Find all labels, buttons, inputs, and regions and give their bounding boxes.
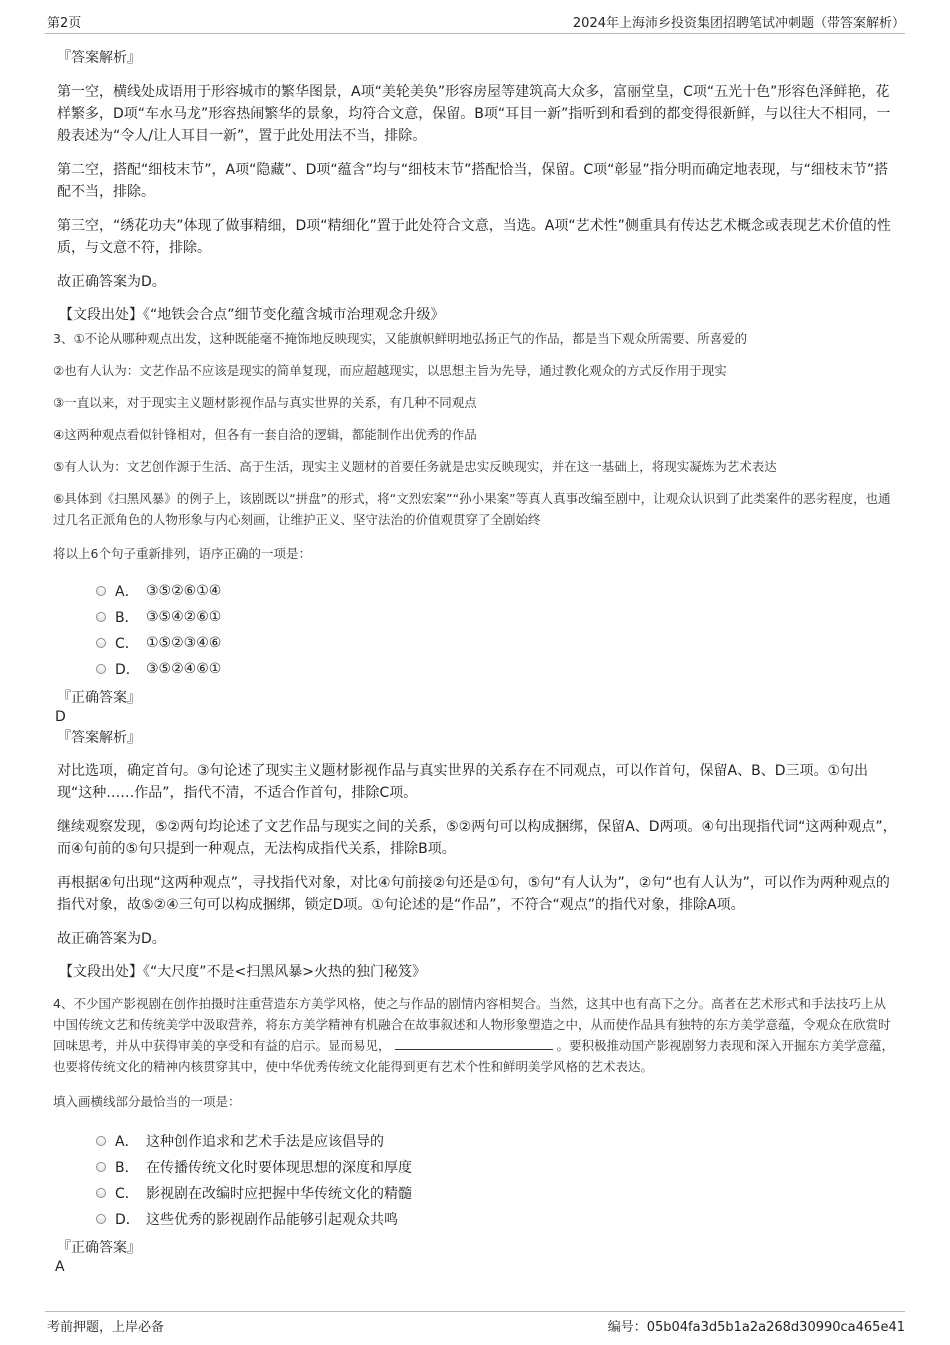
page-number: 第2页 [47,16,82,31]
fill-in-blank [395,1036,553,1050]
passage-source: 【文段出处】《“地铁会合点”细节变化蕴含城市治理观念升级》 [59,307,445,323]
analysis-paragraph: 第一空，横线处成语用于形容城市的繁华图景，A项“美轮美奂”形容房屋等建筑高大众多，富丽堂皇，C项“五光十色”形容色泽鲜艳，花样繁多，D项“车水马龙”形容热闹繁华的景象，均符合文意，保留。B项“耳目一新”指听到和看到的都变得很新鲜，与以往大不相同，一般表述为“令人/让人耳目一新”，置于此处用法不当，排除。 [57,84,891,144]
option-a[interactable] [96,578,897,604]
analysis-paragraph: 第二空，搭配“细枝末节”，A项“隐藏”、D项“蕴含”均与“细枝末节”搭配恰当，保留。C项“彰显”指分明而确定地表现，与“细枝末节”搭配不当，排除。 [57,162,889,200]
option-letter: D． [115,662,140,678]
radio-circle-icon[interactable] [96,1188,106,1198]
option-letter: C． [115,636,139,652]
question-4-passage [53,993,897,1077]
option-b[interactable] [96,1154,897,1180]
question-3-options [96,578,897,682]
question-3-sentence: ⑤有人认为：文艺创作源于生活、高于生活，现实主义题材的首要任务就是忠实反映现实，并在这一基础上，将现实凝炼为艺术表达 [53,459,777,474]
question-3-sentence: ④这两种观点看似针锋相对，但各有一套自洽的逻辑，都能制作出优秀的作品 [53,427,477,442]
option-letter: A． [115,1134,139,1150]
document-id: 编号：05b04fa3d5b1a2a268d30990ca465e41 [607,1320,905,1335]
option-letter: B． [115,1160,139,1176]
question-3 [53,328,897,564]
option-c[interactable] [96,1180,897,1206]
footer-slogan: 考前押题，上岸必备 [47,1320,165,1335]
radio-circle-icon[interactable] [96,1214,106,1224]
footer-divider [45,1311,905,1312]
document-title: 2024年上海沛乡投资集团招聘笔试冲刺题（带答案解析） [572,16,905,31]
page-content [53,48,897,1276]
option-text: 这些优秀的影视剧作品能够引起观众共鸣 [146,1212,398,1228]
option-a[interactable] [96,1128,897,1154]
correct-answer-heading: 『正确答案』 [57,690,141,706]
radio-circle-icon[interactable] [96,664,106,674]
question-3-sentence: ③一直以来，对于现实主义题材影视作品与真实世界的关系，有几种不同观点 [53,395,477,410]
passage-text-after: 。要积极推动国产影视剧努力表现和深入开掘东方美学意蕴，也要将传统文化的精神内核贯穿其中，使中华优秀传统文化能得到更有艺术个性和鲜明美学风格的艺术表达。 [53,1038,895,1074]
correct-answer-value: A [55,1259,65,1275]
option-d[interactable] [96,1206,897,1232]
answer-analysis-heading: 『答案解析』 [57,730,141,746]
option-text: 这种创作追求和艺术手法是应该倡导的 [146,1134,384,1150]
question-3-sentence: ②也有人认为：文艺作品不应该是现实的简单复现，而应超越现实，以思想主旨为先导，通过教化观众的方式反作用于现实 [53,363,727,378]
correct-answer-value: D [55,709,66,725]
radio-circle-icon[interactable] [96,612,106,622]
option-text: ①⑤②③④⑥ [146,635,222,651]
question-4-prompt: 填入画横线部分最恰当的一项是： [53,1094,241,1109]
passage-text-before: 4、不少国产影视剧在创作拍摄时注重营造东方美学风格，使之与作品的剧情内容相契合。当然，这其中也有高下之分。高者在艺术形式和手法技巧上从中国传统文艺和传统美学中汲取营养，将东方美学精神有机融合在故事叙述和人物形象塑造之中，从而使作品具有独特的东方美学意蕴，令观众在欣赏时回味思考，并从中获得审美的享受和有益的启示。显而易见， [53,996,891,1053]
option-c[interactable] [96,630,897,656]
radio-circle-icon[interactable] [96,1162,106,1172]
analysis-paragraph: 继续观察发现，⑤②两句均论述了文艺作品与现实之间的关系，⑤②两句可以构成捆绑，保留A、D两项。④句出现指代词“这两种观点”，而④句前的⑤句只提到一种观点，无法构成指代关系，排除B项。 [57,819,897,857]
option-text: ③⑤②④⑥① [146,661,222,677]
option-b[interactable] [96,604,897,630]
page-footer [0,1305,950,1345]
analysis-paragraph: 对比选项，确定首句。③句论述了现实主义题材影视作品与真实世界的关系存在不同观点，可以作首句，保留A、B、D三项。①句出现“这种……作品”，指代不清，不适合作首句，排除C项。 [57,763,869,801]
radio-circle-icon[interactable] [96,1136,106,1146]
analysis-paragraph: 再根据④句出现“这两种观点”，寻找指代对象，对比④句前接②句还是①句，⑤句“有人认为”，②句“也有人认为”，可以作为两种观点的指代对象，故⑤②④三句可以构成捆绑，锁定D项。①句论述的是“作品”，不符合“观点”的指代对象，排除A项。 [57,875,890,913]
radio-circle-icon[interactable] [96,586,106,596]
option-text: ③⑤②⑥①④ [146,583,222,599]
answer-analysis-heading: 『答案解析』 [57,50,141,66]
option-letter: D． [115,1212,140,1228]
radio-circle-icon[interactable] [96,638,106,648]
analysis-conclusion: 故正确答案为D。 [57,931,166,947]
question-4-options [96,1128,897,1232]
question-3-prompt: 将以上6个句子重新排列，语序正确的一项是： [53,546,311,561]
option-letter: A． [115,584,139,600]
option-text: ③⑤④②⑥① [146,609,222,625]
analysis-conclusion: 故正确答案为D。 [57,274,166,290]
option-d[interactable] [96,656,897,682]
option-text: 在传播传统文化时要体现思想的深度和厚度 [146,1160,412,1176]
header-divider [45,33,905,34]
option-letter: B． [115,610,139,626]
page-header [0,0,950,34]
question-3-sentence: 3、①不论从哪种观点出发，这种既能毫不掩饰地反映现实，又能旗帜鲜明地弘扬正气的作品，都是当下观众所需要、所喜爱的 [53,331,748,346]
question-3-sentence: ⑥具体到《扫黑风暴》的例子上，该剧既以“拼盘”的形式，将“文烈宏案”“孙小果案”等真人真事改编至剧中，让观众认识到了此类案件的恶劣程度，也通过几名正派角色的人物形象与内心刻画，让维护正义、坚守法治的价值观贯穿了全剧始终 [53,491,891,527]
option-letter: C． [115,1186,139,1202]
analysis-paragraph: 第三空，“绣花功夫”体现了做事精细，D项“精细化”置于此处符合文意，当选。A项“艺术性”侧重具有传达艺术概念或表现艺术价值的性质，与文意不符，排除。 [57,218,891,256]
passage-source: 【文段出处】《“大尺度”不是<扫黑风暴>火热的独门秘笈》 [59,964,426,980]
correct-answer-heading: 『正确答案』 [57,1240,141,1256]
option-text: 影视剧在改编时应把握中华传统文化的精髓 [146,1186,412,1202]
